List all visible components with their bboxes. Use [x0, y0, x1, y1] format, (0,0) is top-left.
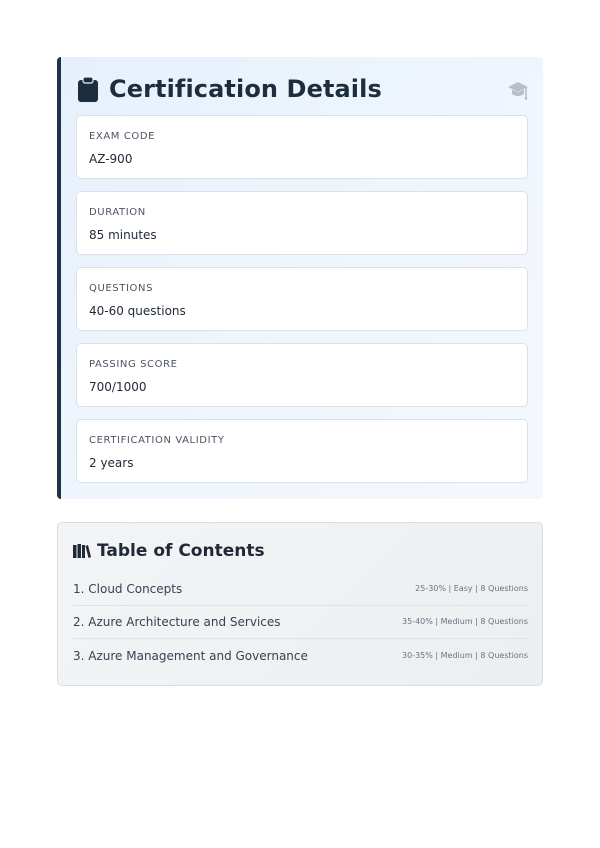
- toc-item-meta: 30-35% | Medium | 8 Questions: [402, 651, 528, 660]
- toc-item[interactable]: [73, 573, 528, 606]
- detail-exam-code: [76, 115, 528, 179]
- books-icon: [73, 544, 91, 558]
- toc-item-name: 3. Azure Management and Governance: [73, 649, 308, 663]
- detail-questions: [76, 267, 528, 331]
- detail-value: 40-60 questions: [89, 304, 186, 318]
- detail-value: 85 minutes: [89, 228, 157, 242]
- toc-header: [73, 540, 265, 562]
- clipboard-icon: [77, 76, 99, 102]
- detail-certification-validity: [76, 419, 528, 483]
- detail-value: 2 years: [89, 456, 134, 470]
- toc-title: Table of Contents: [97, 541, 265, 561]
- detail-label: PASSING SCORE: [89, 359, 178, 370]
- toc-item-name: 1. Cloud Concepts: [73, 582, 183, 596]
- detail-value: 700/1000: [89, 380, 147, 394]
- toc-item-meta: 25-30% | Easy | 8 Questions: [415, 584, 528, 593]
- toc-item-name: 2. Azure Architecture and Services: [73, 615, 281, 629]
- toc-item[interactable]: [73, 606, 528, 639]
- detail-passing-score: [76, 343, 528, 407]
- detail-label: EXAM CODE: [89, 131, 156, 142]
- detail-label: DURATION: [89, 207, 146, 218]
- toc-item[interactable]: [73, 640, 528, 673]
- detail-label: CERTIFICATION VALIDITY: [89, 435, 225, 446]
- detail-duration: [76, 191, 528, 255]
- toc-item-meta: 35-40% | Medium | 8 Questions: [402, 617, 528, 626]
- detail-value: AZ-900: [89, 152, 133, 166]
- graduation-cap-icon: [507, 79, 529, 101]
- certification-title: Certification Details: [109, 75, 382, 103]
- table-of-contents-card: [57, 522, 543, 686]
- certification-header: [77, 74, 382, 104]
- detail-label: QUESTIONS: [89, 283, 154, 294]
- certification-details-card: [57, 57, 543, 499]
